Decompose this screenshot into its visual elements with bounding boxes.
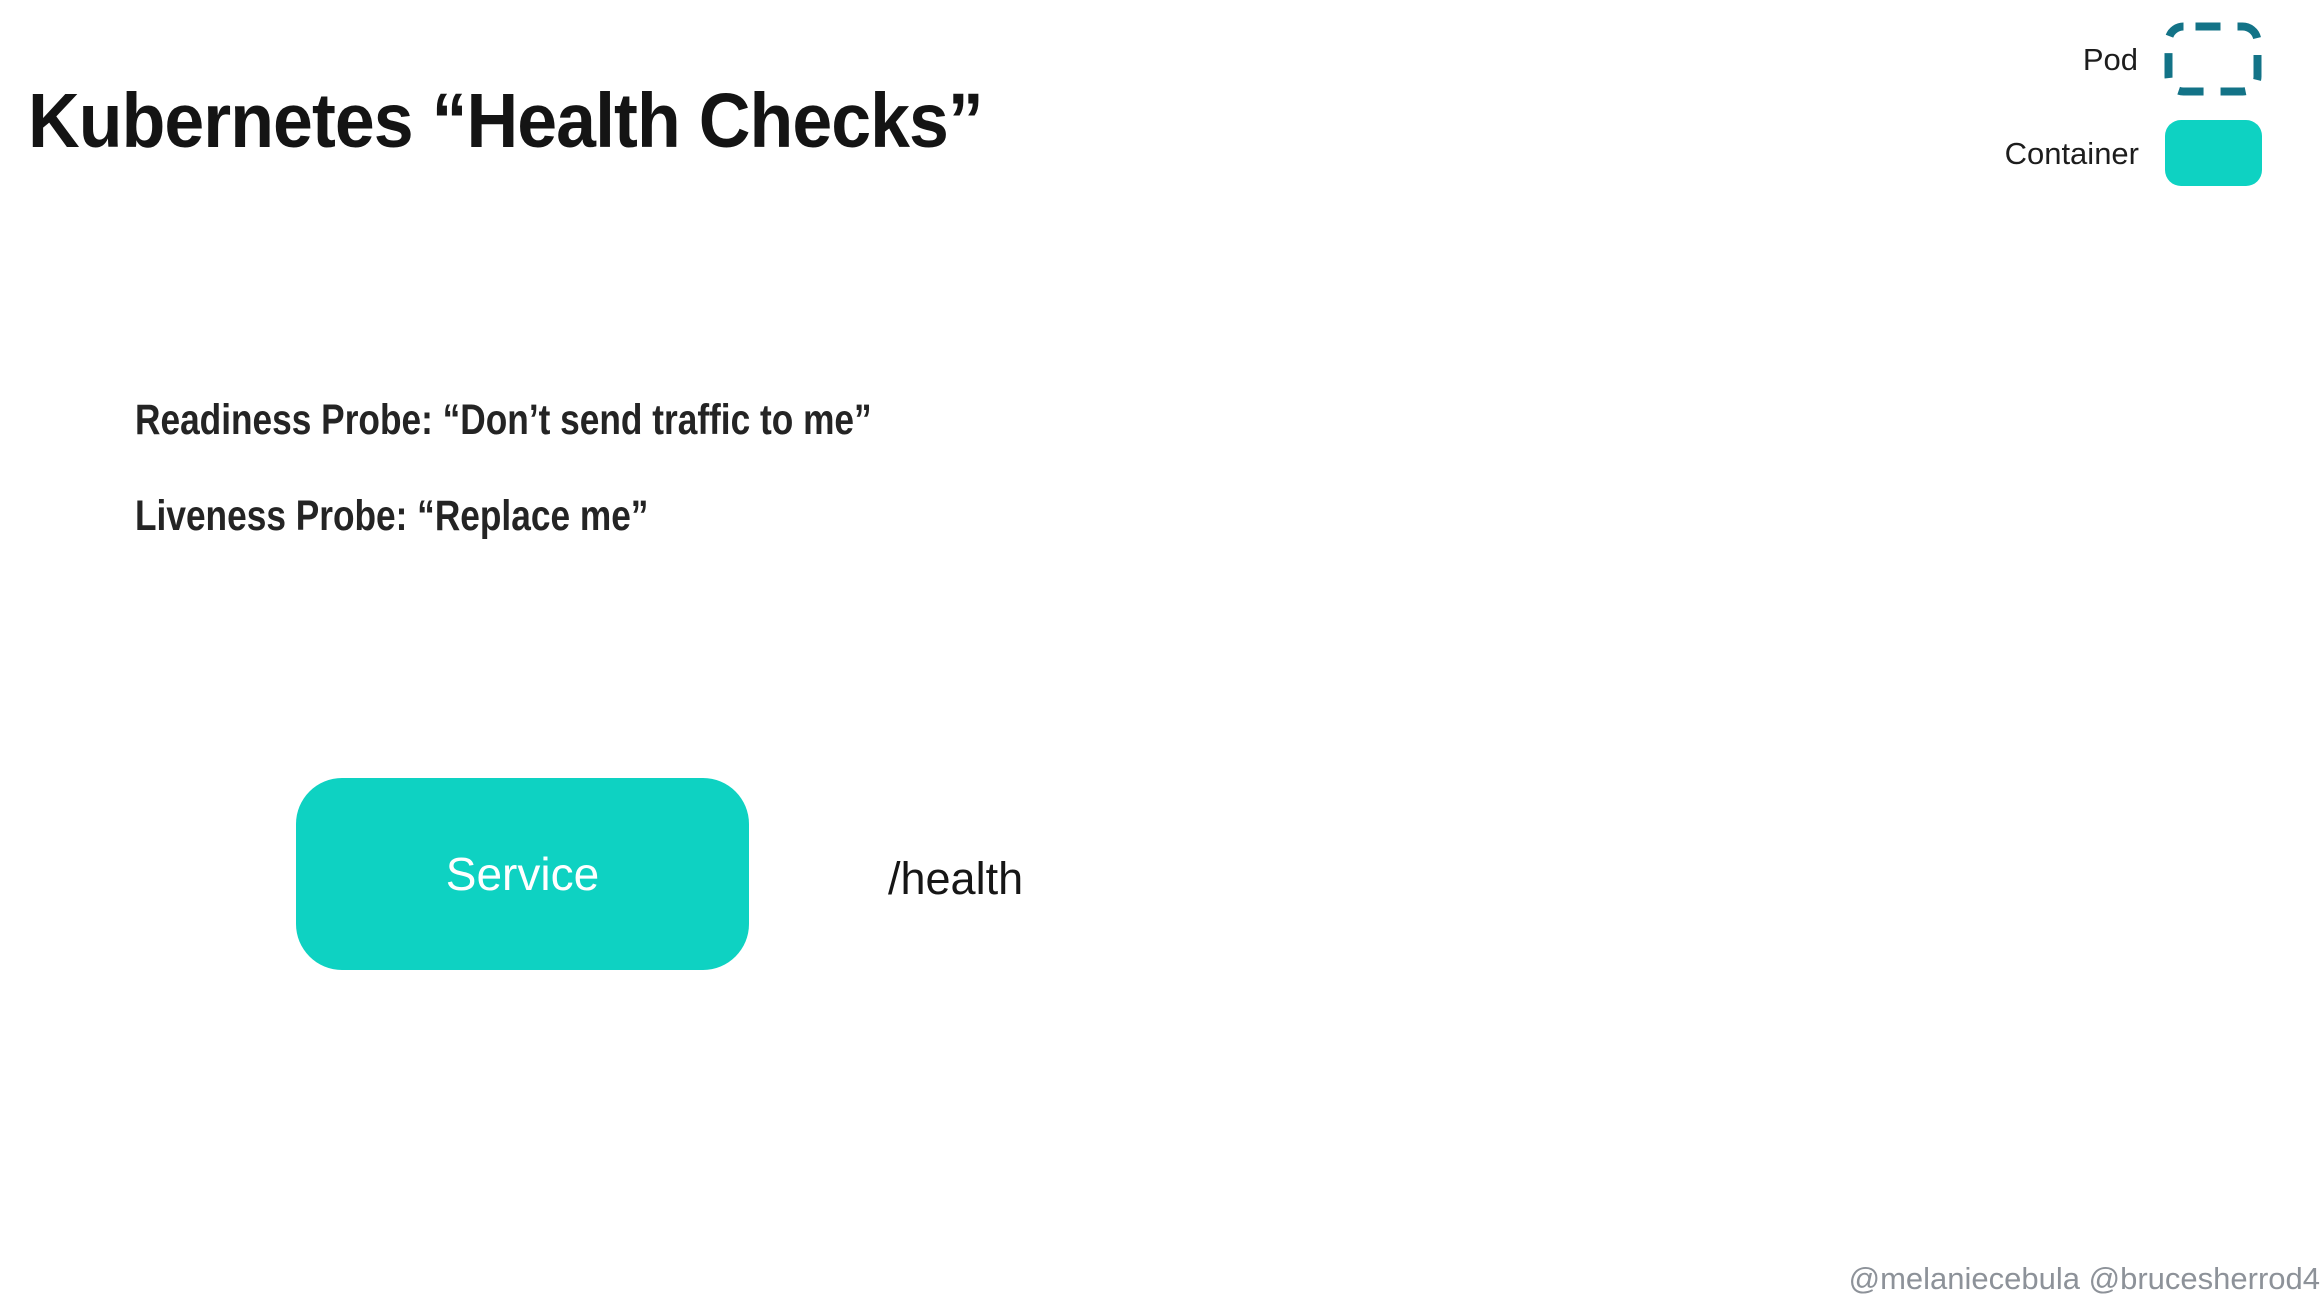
- service-node: [296, 778, 749, 970]
- container-icon: [2165, 120, 2262, 186]
- legend-row-pod: [2083, 22, 2262, 96]
- pod-icon: [2164, 22, 2262, 96]
- readiness-probe-note: Readiness Probe: “Don’t send traffic to me”: [135, 396, 872, 444]
- attribution-handles: @melaniecebula @brucesherrod4: [1848, 1261, 2320, 1296]
- pod-legend-label: Pod: [2082, 41, 2138, 77]
- probe-notes: [135, 396, 1033, 540]
- service-node-label: Service: [445, 848, 600, 900]
- liveness-probe-note: Liveness Probe: “Replace me”: [135, 492, 649, 540]
- container-legend-label: Container: [2004, 135, 2139, 171]
- health-endpoint-label: /health: [888, 853, 1024, 904]
- legend-row-container: [2005, 120, 2262, 186]
- slide-title: Kubernetes “Health Checks”: [28, 78, 983, 164]
- legend: [2005, 22, 2262, 186]
